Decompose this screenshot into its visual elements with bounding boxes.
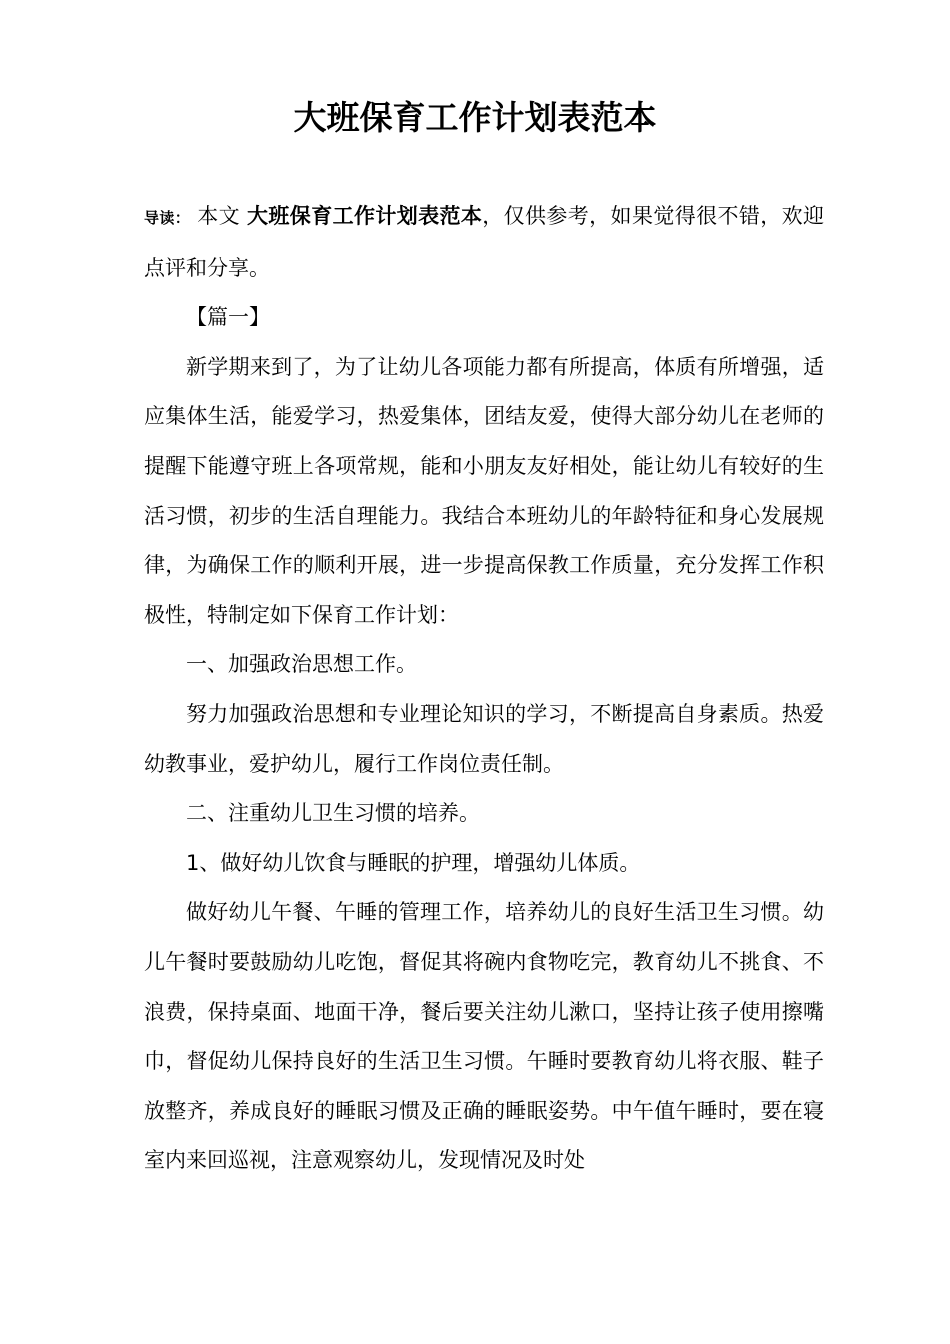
document-title: 大班保育工作计划表范本 (293, 98, 657, 137)
subheading-diet-sleep: 1、做好幼儿饮食与睡眠的护理，增强幼儿体质。 (186, 850, 641, 875)
lead-prefix: 本文 (190, 204, 248, 228)
paragraph-intro: 新学期来到了，为了让幼儿各项能力都有所提高，体质有所增强，适应集体生活，能爱学习，热爱集体，团结友爱，使得大部分幼儿在老师的提醒下能遵守班上各项常规，能和小朋友友好相处，能让幼儿有较好的生活习惯，初步的生活自理能力。我结合本班幼儿的年龄特征和身心发展规律，为确保工作的顺利开展，进一步提高保教工作质量，充分发挥工作积极性，特制定如下保育工作计划： (144, 354, 824, 627)
lead-label: 导读： (144, 209, 191, 227)
lead-suffix: ，仅供参考，如果觉得很不错，欢迎点评和分享。 (144, 204, 825, 280)
paragraph-lunch-nap: 做好幼儿午餐、午睡的管理工作，培养幼儿的良好生活卫生习惯。幼儿午餐时要鼓励幼儿吃饱，督促其将碗内食物吃完，教育幼儿不挑食、不浪费，保持桌面、地面干净，餐后要关注幼儿漱口，坚持让孩子使用擦嘴巾，督促幼儿保持良好的生活卫生习惯。午睡时要教育幼儿将衣服、鞋子放整齐，养成良好的睡眠习惯及正确的睡眠姿势。中午值午睡时，要在寝室内来回巡视，注意观察幼儿，发现情况及时处 (144, 900, 824, 1173)
document-body (144, 192, 824, 1186)
heading-hygiene-habits: 二、注重幼儿卫生习惯的培养。 (186, 801, 480, 826)
lead-paragraph (144, 192, 824, 293)
section-marker: 【篇一】 (186, 305, 270, 330)
paragraph-political-work: 努力加强政治思想和专业理论知识的学习，不断提高自身素质。热爱幼教事业，爱护幼儿，履行工作岗位责任制。 (144, 701, 824, 776)
heading-political-work: 一、加强政治思想工作。 (186, 652, 417, 677)
lead-bold-title: 大班保育工作计划表范本 (247, 204, 483, 228)
